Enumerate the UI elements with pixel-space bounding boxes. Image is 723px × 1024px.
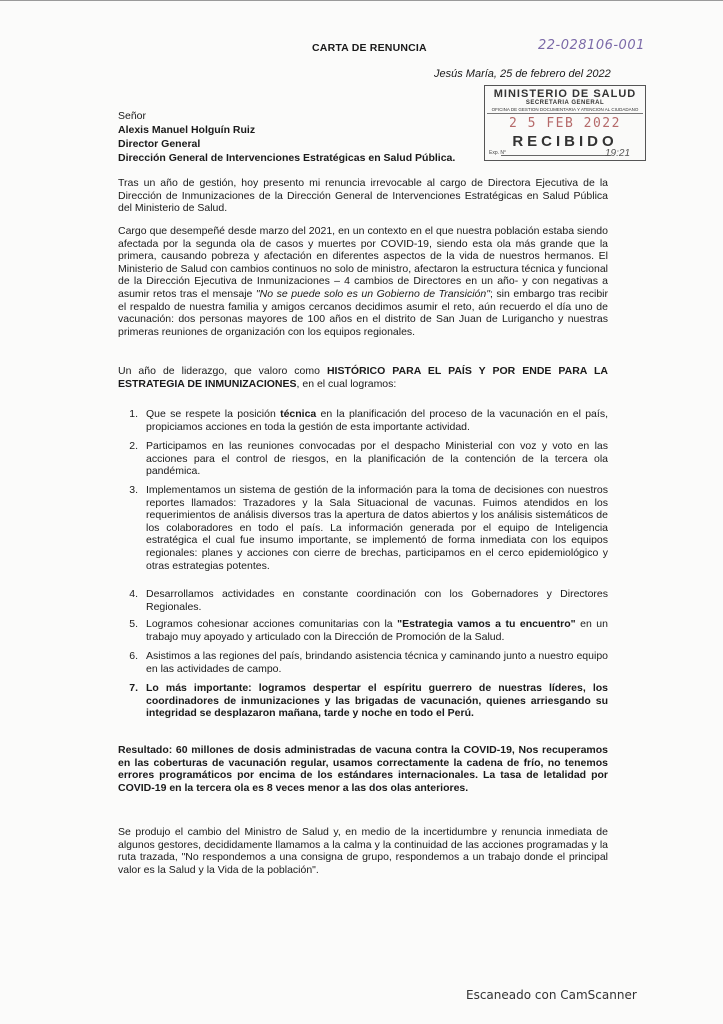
list-text: Participamos en las reuniones convocadas por el despacho Ministerial con voz y voto en las acciones para el control de riesgos, en la planificación de la contención de la tercera ola pandémica. bbox=[146, 440, 608, 478]
list-bold: "Estrategia vamos a tu encuentro" bbox=[397, 618, 576, 630]
list-bold: técnica bbox=[280, 408, 317, 420]
paragraph-resignation: Tras un año de gestión, hoy presento mi renuncia irrevocable al cargo de Directora Ejecutiva de la Dirección de Inmunizaciones de la Dirección General de Intervenciones Estratégicas en Salud Pública del Ministerio de Salud. bbox=[118, 177, 608, 215]
recipient-org: Dirección General de Intervenciones Estratégicas en Salud Pública. bbox=[118, 152, 456, 164]
paragraph-context bbox=[118, 225, 608, 338]
salutation: Señor bbox=[118, 110, 147, 122]
stamp-status: RECIBIDO bbox=[512, 133, 618, 150]
recipient-role: Director General bbox=[118, 138, 201, 150]
stamp-ministry: MINISTERIO DE SALUD bbox=[493, 88, 637, 100]
handwritten-reference: 22-028106-001 bbox=[538, 38, 645, 53]
leadership-text-b: , en el cual logramos: bbox=[296, 377, 397, 390]
letter-title: CARTA DE RENUNCIA bbox=[312, 42, 427, 54]
stamp-office: OFICINA DE GESTION DOCUMENTARIA Y ATENCION AL CIUDADANO bbox=[487, 107, 643, 114]
list-number: 3. bbox=[129, 484, 138, 496]
list-text: Asistimos a las regiones del país, brindando asistencia técnica y caminando junto a nuestro equipo en las actividades de campo. bbox=[146, 650, 608, 675]
list-text: Logramos cohesionar acciones comunitarias con la bbox=[146, 618, 398, 630]
list-number: 1. bbox=[129, 408, 138, 420]
list-number: 4. bbox=[129, 588, 138, 600]
scan-edge bbox=[0, 0, 723, 11]
list-text: Desarrollamos actividades en constante coordinación con los Gobernadores y Directores Regionales. bbox=[146, 588, 608, 613]
list-number: 2. bbox=[129, 440, 138, 452]
stamp-exp: Exp. N° bbox=[489, 150, 507, 156]
letter-date: Jesús María, 25 de febrero del 2022 bbox=[434, 68, 611, 80]
leadership-text-a: Un año de liderazgo, que valoro como bbox=[118, 365, 327, 377]
list-text: Implementamos un sistema de gestión de la información para la toma de decisiones con nuestros reportes llamados: Trazadores y la Sala Situacional de vacunas. Fuimos atendidos en los requerimientos de análisis diversos tras la apertura de datos abiertos y los análisis sistemáticos de los colaboradores en todo el país. La información generada por el equipo de Inteligencia estratégica el cual fue insumo importante, se implementó de forma inmediata con los equipos regionales: planes y acciones con cierre de brechas, participamos en el cerco epidemiológico y otras estrategias potentes. bbox=[146, 484, 608, 572]
list-text: Que se respete la posición bbox=[146, 408, 281, 420]
list-text-post: en la planificación del proceso de la vacunación en el país, propiciamos acciones en toda la gestión de esta importante actividad. bbox=[146, 408, 608, 433]
paragraph-closing: Se produjo el cambio del Ministro de Salud y, en medio de la incertidumbre y renuncia inmediata de algunos gestores, decididamente llamamos a la calma y la continuidad de las acciones programadas y la ruta trazada, "No respondemos a una consigna de grupo, respondemos a un trabajo donde el principal valor es la Salud y la Vida de la población". bbox=[118, 826, 608, 876]
list-text-post: en un trabajo muy apoyado y articulado con la Dirección de Promoción de la Salud. bbox=[146, 618, 608, 643]
recipient-name: Alexis Manuel Holguín Ruiz bbox=[118, 124, 256, 136]
paragraph-leadership bbox=[118, 365, 608, 390]
context-text-a: Cargo que desempeñé desde marzo del 2021, en un contexto en el que nuestra población estaba siendo afectada por la segunda ola de casos y muertes por COVID-19, siendo esta ola más grande que la primera, causando pobreza y afectación en diferentes aspectos de la vida de nuestros hermanos. El Ministerio de Salud con cambios continuos no solo de ministro, afectaron la estructura técnica y funcional de la Dirección Ejecutiva de Inmunizaciones – 4 cambios de Directores en un año- y con negativas a asumir retos tras el mensaje bbox=[118, 225, 608, 300]
stamp-secretary: SECRETARIA GENERAL bbox=[525, 100, 605, 106]
leadership-emphasis: HISTÓRICO PARA EL PAÍS Y POR ENDE PARA LA ESTRATEGIA DE INMUNIZACIONES bbox=[118, 365, 608, 390]
reception-stamp bbox=[484, 85, 646, 161]
scanner-watermark: Escaneado con CamScanner bbox=[466, 988, 637, 1002]
list-number: 5. bbox=[129, 618, 138, 630]
list-number: 7. bbox=[129, 682, 138, 694]
stamp-exp-line bbox=[501, 155, 611, 156]
stamp-date: 2 5 FEB 2022 bbox=[509, 116, 621, 131]
list-number: 6. bbox=[129, 650, 138, 662]
list-text: Lo más importante: logramos despertar el espíritu guerrero de nuestras líderes, los coordinadores de inmunizaciones y las brigadas de vacunación, quienes arriesgando su integridad se desplazaron mañana, tarde y noche en todo el Perú. bbox=[146, 682, 608, 720]
context-quote: "No se puede solo es un Gobierno de Transición" bbox=[255, 287, 490, 300]
paragraph-result: Resultado: 60 millones de dosis administradas de vacuna contra la COVID-19, Nos recuperamos en las coberturas de vacunación regular, usamos correctamente la cadena de frío, no tenemos errores programáticos por encima de los estándares internacionales. La tasa de letalidad por COVID-19 en la tercera ola es 8 veces menor a las dos olas anteriores. bbox=[118, 744, 608, 794]
context-text-b: ; sin embargo tras recibir el respaldo de nuestra familia y amigos cercanos decidimos asumir el reto, aún recuerdo el día uno de vacunación: dos personas mayores de 100 años en el distrito de San Juan de Lurigancho y nuestras primeras reuniones de organización con los equipos regionales. bbox=[118, 287, 608, 338]
stamp-handwritten-time: 19:21 bbox=[605, 148, 631, 159]
